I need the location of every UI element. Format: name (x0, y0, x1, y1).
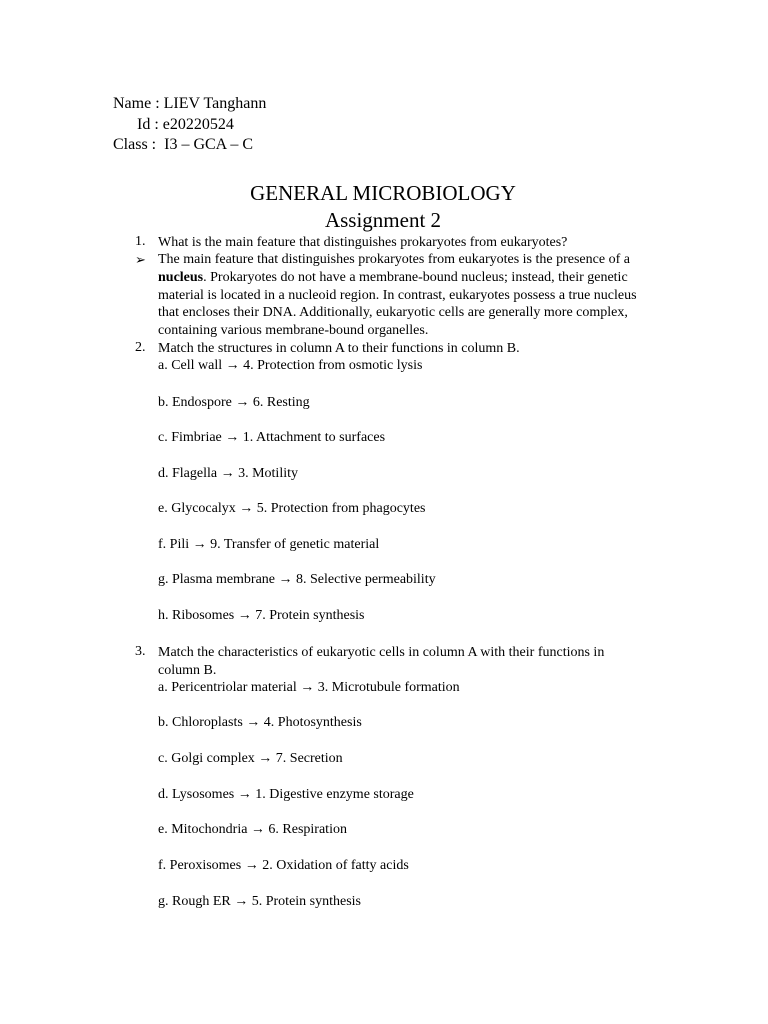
match-item: g. Plasma membrane → 8. Selective permeability (158, 572, 436, 587)
match-item: a. Cell wall → 4. Protection from osmotic lysis (158, 358, 423, 373)
match-item: e. Mitochondria → 6. Respiration (158, 822, 347, 837)
match-item: g. Rough ER → 5. Protein synthesis (158, 894, 362, 909)
student-class: Class : I3 – GCA – C (113, 136, 254, 153)
answer-keyword: nucleus (158, 269, 204, 285)
answer-text-after: . Prokaryotes do not have a membrane-bound nucleus; instead, their genetic material is located in a nucleoid region. In contrast, eukaryotes possess a true nucleus that encloses their DNA. Additionally, eukaryotic cells are generally more complex, containing various membrane-bound organelles. (158, 269, 637, 339)
match-item: d. Lysosomes → 1. Digestive enzyme storage (158, 787, 414, 802)
question-2-text: Match the structures in column A to their functions in column B. (158, 341, 520, 356)
assignment-title: Assignment 2 (324, 208, 442, 232)
match-item: b. Endospore → 6. Resting (158, 395, 310, 410)
question-1-number: 1. (135, 234, 146, 249)
match-item: c. Golgi complex → 7. Secretion (158, 751, 343, 766)
match-item: h. Ribosomes → 7. Protein synthesis (158, 608, 365, 623)
answer-text-before: The main feature that distinguishes prokaryotes from eukaryotes is the presence of a (158, 252, 630, 267)
student-name: Name : LIEV Tanghann (113, 95, 267, 112)
match-item: c. Fimbriae → 1. Attachment to surfaces (158, 430, 386, 445)
question-3-text: Match the characteristics of eukaryotic cells in column A with their functions in column B. (158, 645, 605, 678)
match-item: d. Flagella → 3. Motility (158, 466, 298, 481)
match-item: b. Chloroplasts → 4. Photosynthesis (158, 715, 362, 730)
question-3-number: 3. (135, 644, 146, 659)
question-1-answer (158, 251, 650, 340)
student-info (113, 94, 266, 156)
course-title: GENERAL MICROBIOLOGY (250, 181, 516, 205)
match-item: a. Pericentriolar material → 3. Microtubule formation (158, 680, 460, 695)
student-id: Id : e20220524 (113, 115, 234, 133)
question-1-text: What is the main feature that distinguishes prokaryotes from eukaryotes? (158, 235, 568, 250)
question-2-number: 2. (135, 340, 146, 355)
match-item: e. Glycocalyx → 5. Protection from phagocytes (158, 501, 426, 516)
match-item: f. Pili → 9. Transfer of genetic material (158, 537, 380, 552)
match-item: f. Peroxisomes → 2. Oxidation of fatty acids (158, 858, 409, 873)
answer-arrow-bullet-icon: ➢ (135, 252, 146, 267)
